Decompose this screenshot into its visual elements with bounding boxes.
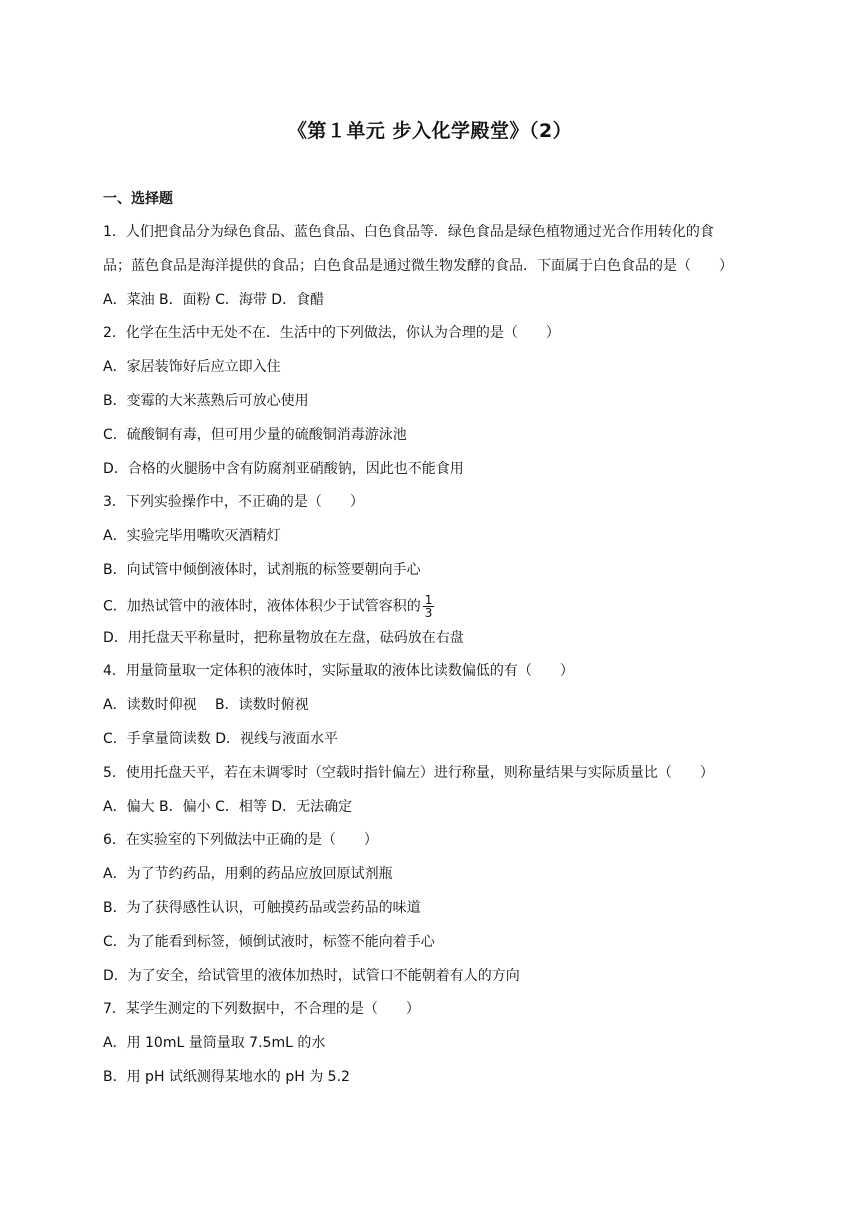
text-line: 7．某学生测定的下列数据中，不合理的是（ ）	[103, 1001, 420, 1018]
text-line-with-fraction	[103, 594, 763, 628]
fraction-numerator: 1	[424, 592, 433, 607]
text-line: 6．在实验室的下列做法中正确的是（ ）	[103, 832, 378, 849]
text-line-main: C．加热试管中的液体时，液体体积少于试管容积的	[103, 598, 421, 615]
text-line: A．实验完毕用嘴吹灭酒精灯	[103, 528, 281, 545]
text-line: B．向试管中倾倒液体时，试剂瓶的标签要朝向手心	[103, 561, 421, 578]
text-line: 5．使用托盘天平，若在未调零时（空载时指针偏左）进行称量，则称量结果与实际质量比（ ）	[103, 764, 714, 781]
text-line: A．偏大 B．偏小 C．相等 D．无法确定	[103, 798, 353, 815]
text-line: 3．下列实验操作中，不正确的是（ ）	[103, 494, 364, 511]
text-line: D．用托盘天平称量时，把称量物放在左盘，砝码放在右盘	[103, 629, 464, 646]
text-line: D．为了安全，给试管里的液体加热时，试管口不能朝着有人的方向	[103, 967, 520, 984]
question-list	[103, 222, 763, 1101]
text-line: A．用 10mL 量筒量取 7.5mL 的水	[103, 1035, 326, 1052]
text-line: 2．化学在生活中无处不在．生活中的下列做法，你认为合理的是（ ）	[103, 325, 560, 342]
text-line: D．合格的火腿肠中含有防腐剂亚硝酸钠，因此也不能食用	[103, 460, 464, 477]
text-line: A．为了节约药品，用剩的药品应放回原试剂瓶	[103, 866, 393, 883]
fraction-one-third	[423, 594, 435, 619]
section-heading: 一、选择题	[103, 191, 173, 207]
fraction-denominator: 3	[424, 605, 433, 620]
text-line: 4．用量筒量取一定体积的液体时，实际量取的液体比读数偏低的有（ ）	[103, 663, 574, 680]
text-line: B．为了获得感性认识，可触摸药品或尝药品的味道	[103, 899, 421, 916]
text-line: C．硫酸铜有毒，但可用少量的硫酸铜消毒游泳池	[103, 426, 407, 443]
text-line: 1．人们把食品分为绿色食品、蓝色食品、白色食品等．绿色食品是绿色植物通过光合作用转化的食	[103, 224, 714, 240]
text-line: A．读数时仰视 B．读数时俯视	[103, 697, 309, 714]
text-line: A．家居装饰好后应立即入住	[103, 359, 281, 376]
text-line: A．菜油 B．面粉 C．海带 D．食醋	[103, 291, 325, 308]
text-line: B．变霉的大米蒸熟后可放心使用	[103, 392, 309, 409]
text-line: C．为了能看到标签，倾倒试液时，标签不能向着手心	[103, 933, 435, 950]
document-title: 《第１单元 步入化学殿堂》（2）	[287, 120, 573, 142]
text-line: C．手拿量筒读数 D．视线与液面水平	[103, 730, 339, 747]
text-line: B．用 pH 试纸测得某地水的 pH 为 5.2	[103, 1068, 350, 1085]
text-line: 品；蓝色食品是海洋提供的食品；白色食品是通过微生物发酵的食品．下面属于白色食品的是（ ）	[103, 257, 733, 274]
